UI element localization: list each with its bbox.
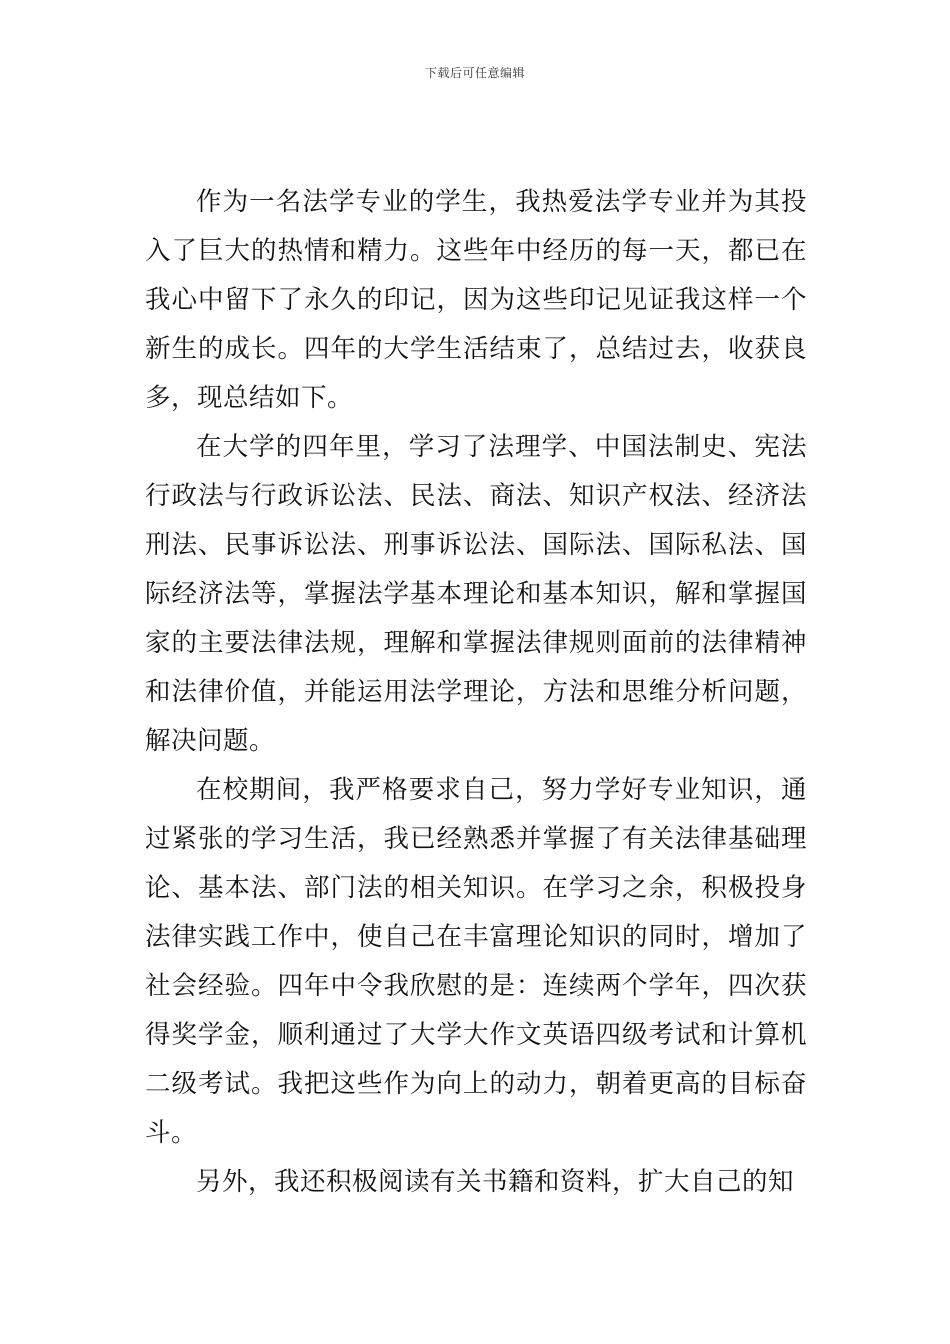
paragraph-intro: 作为一名法学专业的学生，我热爱法学专业并为其投入了巨大的热情和精力。这些年中经历的每一天，都已在我心中留下了永久的印记，因为这些印记见证我这样一个新生的成长。四年的大学生活结束了，总结过去，收获良多，现总结如下。 [145, 187, 807, 413]
paragraph-courses: 在大学的四年里，学习了法理学、中国法制史、宪法行政法与行政诉讼法、民法、商法、知识产权法、经济法刑法、民事诉讼法、刑事诉讼法、国际法、国际私法、国际经济法等，掌握法学基本理论和基本知识，解和掌握国家的主要法律法规，理解和掌握法律规则面前的法律精神和法律价值，并能运用法学理论，方法和思维分析问题，解决问题。 [145, 432, 807, 756]
document-body [145, 178, 807, 1207]
page-header: 下载后可任意编辑 [424, 66, 525, 80]
paragraph-achievements: 在校期间，我严格要求自己，努力学好专业知识，通过紧张的学习生活，我已经熟悉并掌握了有关法律基础理论、基本法、部门法的相关知识。在学习之余，积极投身法律实践工作中，使自己在丰富理论知识的同时，增加了社会经验。四年中令我欣慰的是：连续两个学年，四次获得奖学金，顺利通过了大学大作文英语四级考试和计算机二级考试。我把这些作为向上的动力，朝着更高的目标奋斗。 [145, 775, 807, 1148]
paragraph-reading: 另外，我还积极阅读有关书籍和资料，扩大自己的知 [196, 1167, 795, 1197]
